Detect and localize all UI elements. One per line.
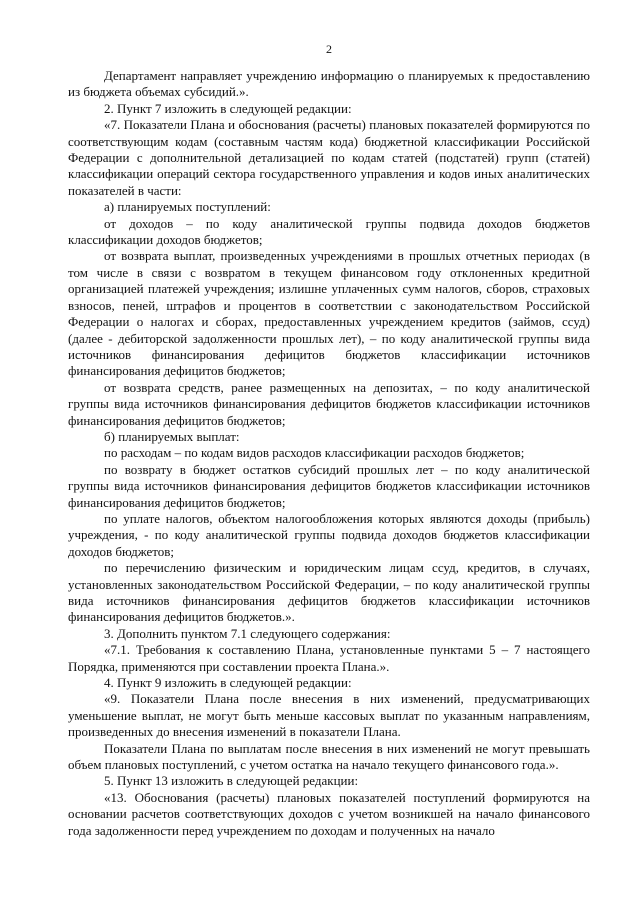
paragraph: Показатели Плана по выплатам после внесения в них изменений не могут превышать объем плановых поступлений, с учетом остатка на начало текущего финансового года.». — [68, 740, 590, 773]
paragraph: 2. Пункт 7 изложить в следующей редакции: — [104, 100, 352, 116]
document-body — [68, 68, 590, 839]
paragraph: по уплате налогов, объектом налогообложения которых являются доходы (прибыль) учреждения, - по коду аналитической группы подвида доходов бюджетов классификации доходов бюджетов; — [68, 510, 590, 559]
page-number: 2 — [326, 42, 332, 56]
paragraph: от возврата выплат, произведенных учреждениями в прошлых отчетных периодах (в том числе в связи с возвратом в текущем финансовом году отклоненных кредитной организацией платежей учреждения; излишне уплаченных сумм налогов, сборов, страховых взносов, пеней, штрафов и процентов в соответствии с законодательством Российской Федерации о налогах и сборах, предоставленных учреждением кредитов (займов, ссуд) (далее - дебиторской задолженности прошлых лет), – по коду аналитической группы вида источников финансирования дефицитов бюджетов классификации источников финансирования дефицитов бюджетов; — [68, 248, 590, 379]
paragraph: «13. Обоснования (расчеты) плановых показателей поступлений формируются на основании расчетов соответствующих доходов с учетом возникшей на начало финансового года задолженности перед учреждением по доходам и полученных на начало — [68, 789, 590, 838]
paragraph: б) планируемых выплат: — [104, 428, 240, 444]
paragraph: «7.1. Требования к составлению Плана, установленные пунктами 5 – 7 настоящего Порядка, применяются при составлении проекта Плана.». — [68, 642, 590, 674]
paragraph: по перечислению физическим и юридическим лицам ссуд, кредитов, в случаях, установленных законодательством Российской Федерации, – по коду аналитической группы вида источников финансирования дефицитов бюджетов классификации источников финансирования дефицитов бюджетов.». — [68, 560, 590, 625]
paragraph: от доходов – по коду аналитической группы подвида доходов бюджетов классификации доходов бюджетов; — [68, 215, 590, 248]
paragraph: по расходам – по кодам видов расходов классификации расходов бюджетов; — [104, 445, 525, 461]
paragraph: от возврата средств, ранее размещенных на депозитах, – по коду аналитической группы вида источников финансирования дефицитов бюджетов классификации источников финансирования дефицитов бюджетов; — [68, 379, 590, 428]
paragraph: 5. Пункт 13 изложить в следующей редакции: — [104, 773, 359, 789]
paragraph: Департамент направляет учреждению информацию о планируемых к предоставлению из бюджета объемах субсидий.». — [68, 68, 590, 100]
paragraph: «7. Показатели Плана и обоснования (расчеты) плановых показателей формируются по соответствующим кодам (составным частям кода) бюджетной классификации Российской Федерации с дополнительной детализацией по кодам статей (подстатей) групп (статей) классификации операций сектора государственного управления и кодов иных аналитических показателей в части: — [68, 117, 590, 198]
paragraph: 3. Дополнить пунктом 7.1 следующего содержания: — [104, 625, 391, 641]
paragraph: по возврату в бюджет остатков субсидий прошлых лет – по коду аналитической группы вида источников финансирования дефицитов бюджетов классификации источников финансирования дефицитов бюджетов; — [68, 461, 590, 510]
paragraph: 4. Пункт 9 изложить в следующей редакции: — [104, 675, 352, 691]
paragraph: «9. Показатели Плана после внесения в них изменений, предусматривающих уменьшение выплат, не могут быть меньше кассовых выплат по указанным направлениям, произведенных до внесения изменений в показатели Плана. — [68, 691, 590, 740]
paragraph: а) планируемых поступлений: — [104, 199, 271, 215]
